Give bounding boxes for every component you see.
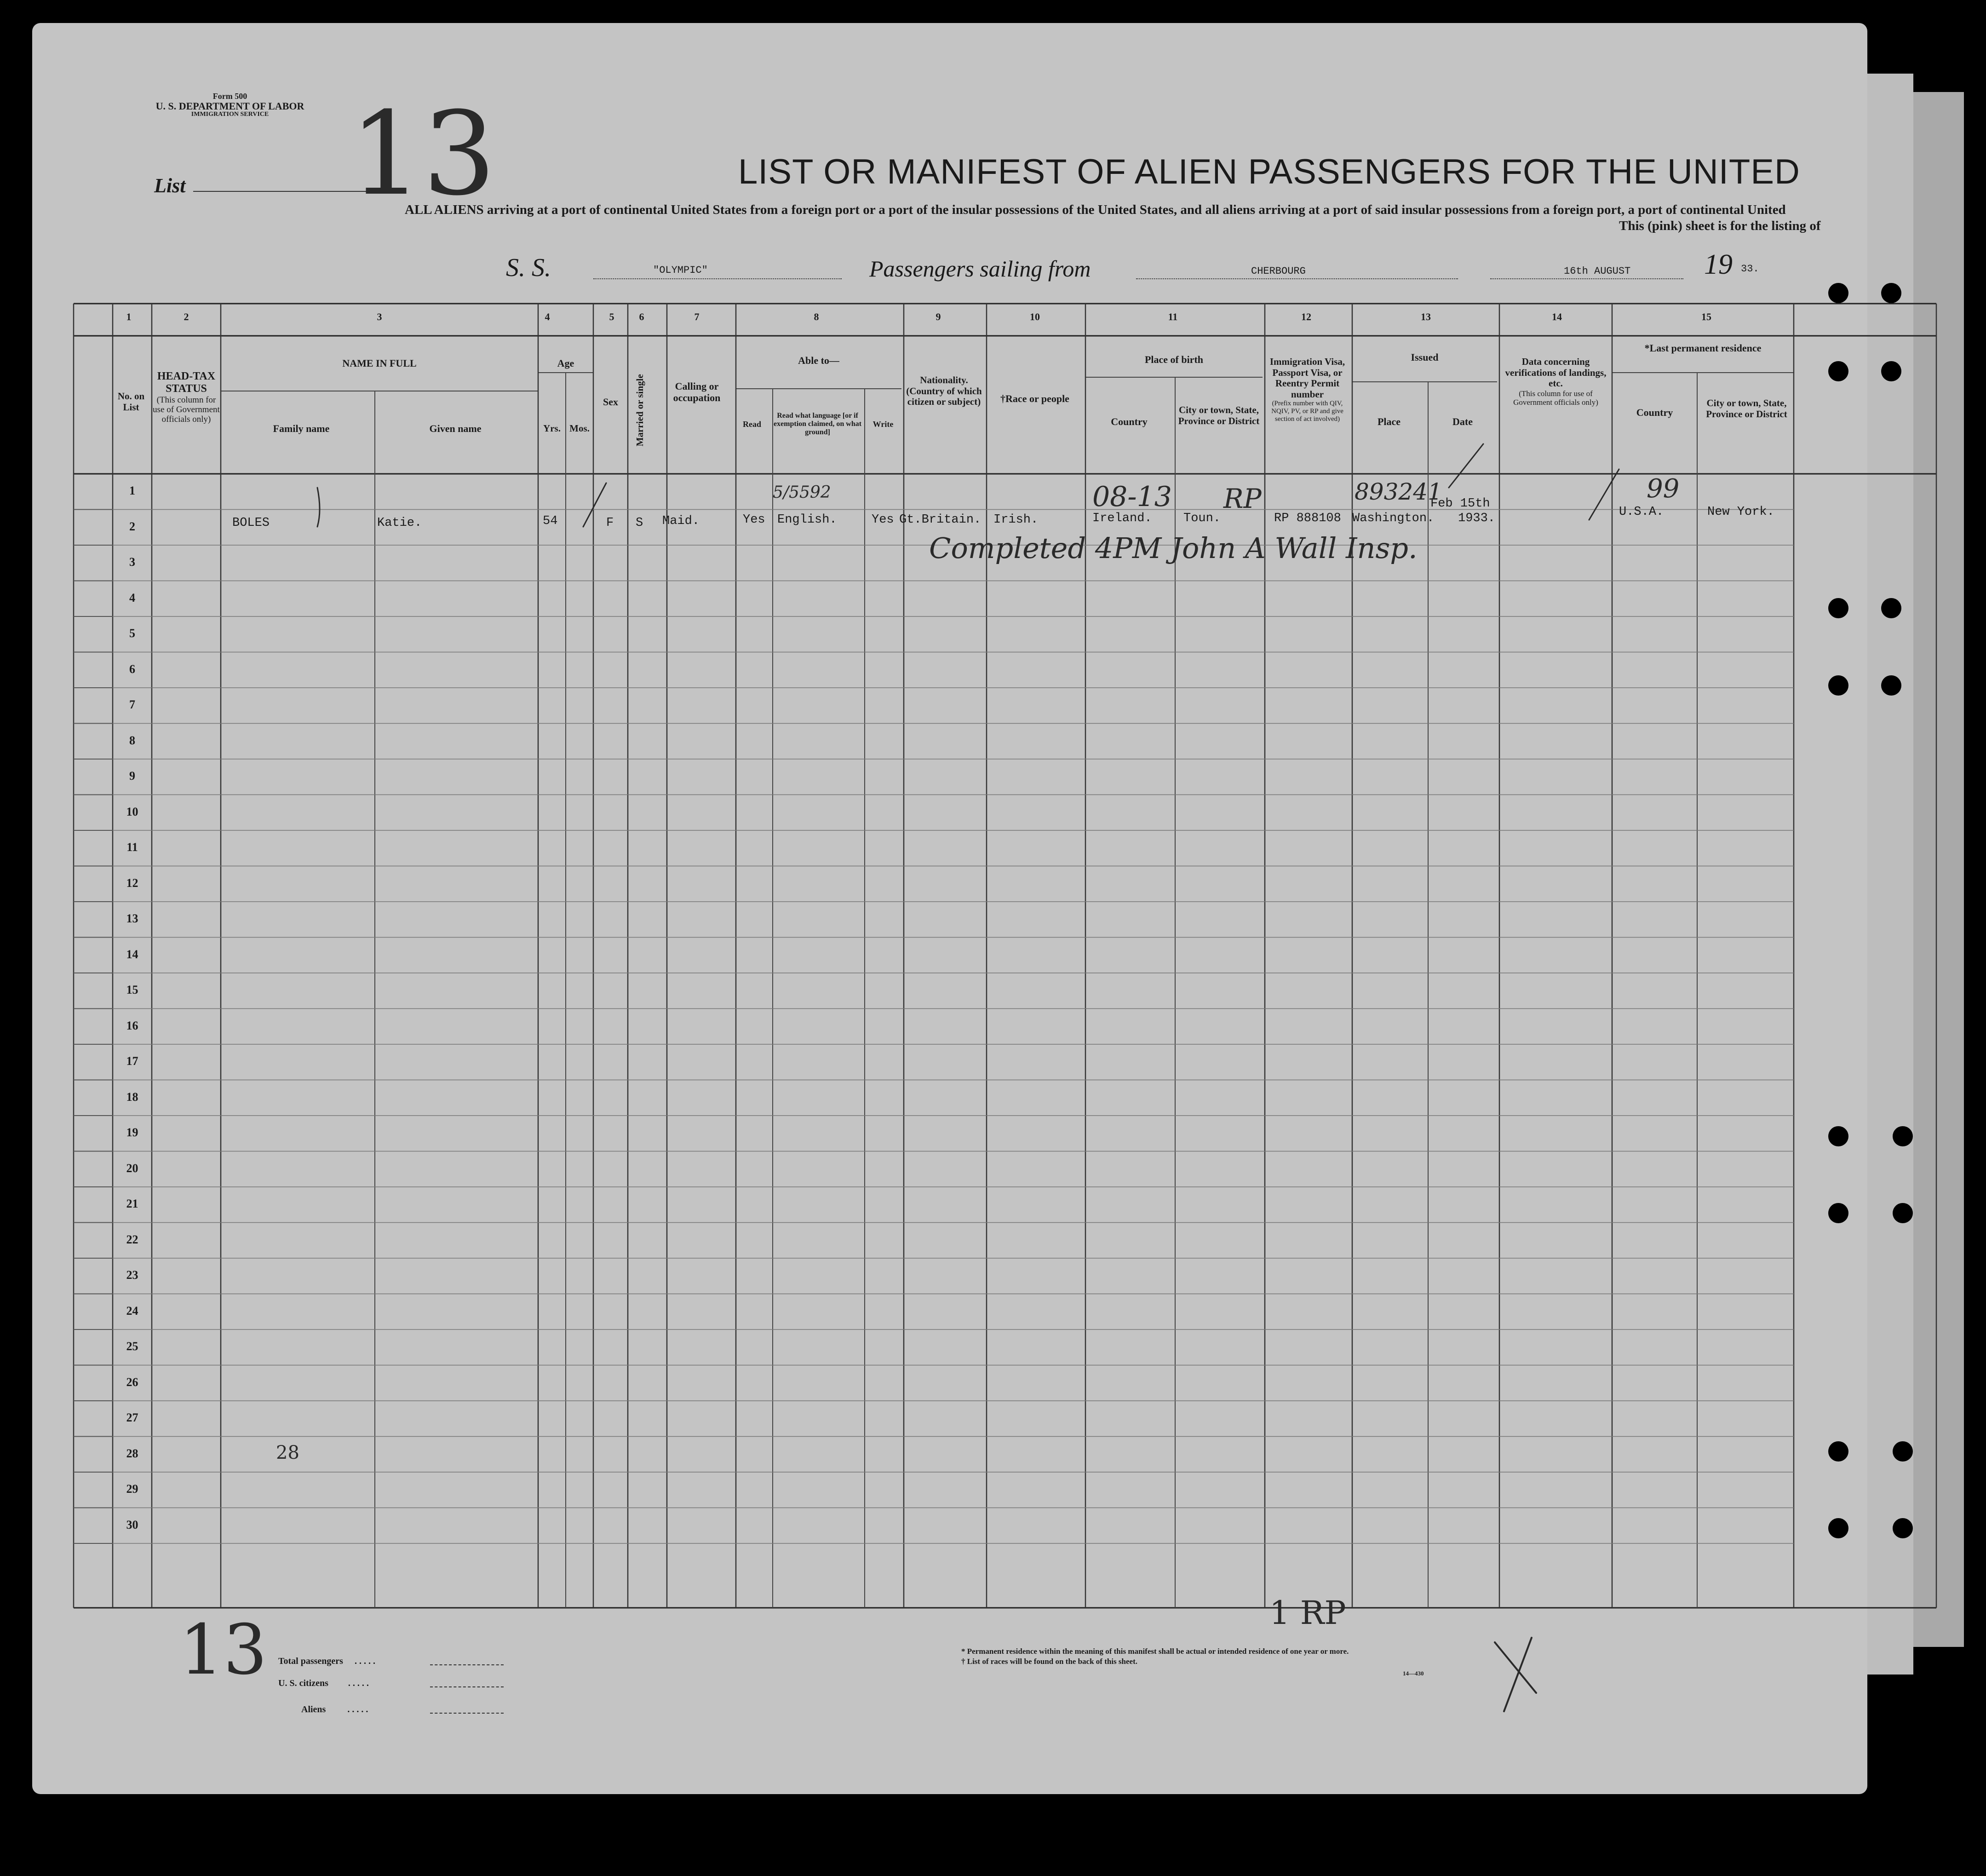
total-passengers-blank [430,1664,504,1665]
col-num-7: 7 [694,311,700,322]
department-name: U. S. DEPARTMENT OF LABOR [155,100,304,112]
sailing-label: Passengers sailing from [869,256,1091,282]
col-head-write: Write [872,420,894,429]
footer-rp-note: 1 RP [1269,1594,1346,1632]
aliens-label: Aliens . . . . . [301,1704,368,1715]
sex-cell: F [606,516,614,530]
ship-name: "OLYMPIC" [653,265,708,276]
col-num-14: 14 [1552,311,1562,322]
col-head-issued-date: Date [1452,416,1473,427]
marital-cell: S [636,516,643,530]
row-number: 20 [126,1161,138,1175]
issued-year-cell: 1933. [1458,512,1496,525]
residence-note: 99 [1647,474,1680,504]
col-num-5: 5 [609,311,614,322]
row-number: 7 [129,698,135,711]
list-label: List [154,174,186,197]
row-number: 8 [129,733,135,747]
row-number: 26 [126,1375,138,1389]
col-head-occupation: Calling or occupation [673,380,721,403]
row-number: 23 [126,1268,138,1282]
col-head-issued-place: Place [1377,416,1401,427]
row-number: 1 [129,484,135,497]
col-head-issued: Issued [1411,351,1439,363]
col-head-place-of-birth: Place of birth [1144,354,1204,365]
col-head-name-in-full: NAME IN FULL [342,357,417,369]
birth-country-cell: Ireland. [1092,512,1152,525]
footnote-residence: * Permanent residence within the meaning of this manifest shall be actual or intended residence of one year or more. [961,1647,1349,1656]
col-head-family-name: Family name [273,423,330,434]
visa-number-cell: RP 888108 [1274,512,1341,525]
bracket-mark [317,488,320,527]
x-mark [1495,1638,1536,1711]
nationality-cell: Gt.Britain. [899,513,982,527]
col-num-11: 11 [1168,311,1178,322]
given-name-cell: Katie. [377,516,422,530]
residence-country-cell: U.S.A. [1619,505,1664,519]
issued-date-cell: Feb 15th [1430,497,1490,511]
footnote-races: † List of races will be found on the back of this sheet. [961,1657,1137,1666]
form-number: Form 500 [212,92,247,101]
row-number: 24 [126,1304,138,1318]
us-citizens-label: U. S. citizens . . . . . [278,1678,369,1688]
family-name-cell: BOLES [232,516,270,530]
row-number: 9 [129,769,135,783]
read-cell: Yes [743,513,765,527]
col-num-6: 6 [639,311,644,322]
col-num-12: 12 [1301,311,1311,322]
port-name: CHERBOURG [1251,265,1306,277]
language-cell: English. [777,513,837,527]
col-head-married-single: Married or single [634,374,646,447]
col-head-birth-country: Country [1111,416,1148,427]
col-head-age-mos: Mos. [569,423,590,434]
col-head-read: Read [743,420,761,429]
col-head-last-residence: *Last permanent residence [1644,342,1762,354]
col-head-nationality: Nationality. (Country of which citizen or subject) [906,374,982,408]
row-number: 10 [126,805,138,818]
col-head-age: Age [557,357,574,369]
col-num-1: 1 [126,311,132,322]
col-head-head-tax: HEAD-TAX STATUS (This column for use of Government officials only) [153,370,220,425]
row-number: 29 [126,1482,138,1496]
row-number: 21 [126,1197,138,1210]
year-prefix: 19 [1704,249,1733,280]
col-num-2: 2 [184,311,189,322]
col-num-4: 4 [545,311,550,322]
issued-place-cell: Washington. [1352,512,1435,525]
col-num-13: 13 [1421,311,1431,322]
row-number: 12 [126,876,138,890]
race-cell: Irish. [993,513,1039,527]
voyage-date: 16th AUGUST [1564,265,1631,277]
col-num-10: 10 [1030,311,1040,322]
row-number: 19 [126,1126,138,1139]
margin-note: 28 [276,1442,299,1463]
col-head-birth-city: City or town, State, Province or District [1178,404,1260,426]
write-cell: Yes [872,513,894,527]
row-number: 6 [129,662,135,676]
row-number: 3 [129,555,135,569]
col-num-8: 8 [814,311,819,322]
rp-mark: RP [1223,483,1262,514]
visa-note: 893241 [1355,478,1442,505]
row-number: 13 [126,912,138,925]
col-head-no-on-list: No. on List [117,391,145,413]
birth-city-cell: Toun. [1183,512,1221,525]
col-head-sex: Sex [603,396,618,408]
tick-mark [583,483,606,527]
row-number: 16 [126,1019,138,1032]
print-code: 14—430 [1403,1670,1424,1677]
col-head-read-language: Read what language [or if exemption claimed, on what ground] [773,412,862,436]
row-number: 4 [129,591,135,604]
row-number: 27 [126,1411,138,1424]
birth-note: 08-13 [1092,481,1172,513]
col-head-able-to: Able to— [798,355,839,366]
us-citizens-blank [430,1686,504,1687]
row-number: 2 [129,519,135,533]
row-number: 14 [126,947,138,961]
col-head-visa-number: Immigration Visa, Passport Visa, or Reentry Permit number (Prefix number with QIV, NQIV, PV, or RP and give section of act involved) [1269,356,1345,423]
col-num-3: 3 [377,311,382,322]
row-number: 28 [126,1446,138,1460]
col-num-9: 9 [936,311,941,322]
tick-mark [1589,469,1619,520]
language-note: 5/5592 [773,483,831,502]
col-num-15: 15 [1701,311,1711,322]
row-number: 17 [126,1054,138,1068]
footer-list-number: 13 [179,1610,267,1690]
row-number: 30 [126,1518,138,1531]
total-passengers-label: Total passengers . . . . . [278,1656,375,1666]
service-name: IMMIGRATION SERVICE [191,110,269,118]
completed-note: Completed 4PM John A Wall Insp. [929,531,1418,565]
tick-mark [1449,444,1483,488]
subtitle-line2: This (pink) sheet is for the listing of [1619,219,1821,233]
col-head-residence-country: Country [1636,407,1673,418]
row-number: 11 [126,840,138,854]
handwritten-list-number: 13 [350,87,496,221]
occupation-cell: Maid. [662,514,700,528]
year-suffix: 33. [1741,263,1759,275]
row-number: 18 [126,1090,138,1104]
col-head-race: †Race or people [1000,393,1069,404]
col-head-verifications: Data concerning verifications of landings, etc. (This column for use of Government officials only) [1505,356,1607,407]
ss-label: S. S. [506,253,551,282]
col-head-given-name: Given name [429,423,482,434]
col-head-residence-city: City or town, State, Province or District [1706,397,1787,420]
residence-city-cell: New York. [1707,505,1774,519]
age-yrs-cell: 54 [543,514,558,528]
aliens-blank [430,1713,504,1714]
row-number: 22 [126,1232,138,1246]
row-number: 15 [126,983,138,996]
col-head-age-yrs: Yrs. [543,423,561,434]
page-title: LIST OR MANIFEST OF ALIEN PASSENGERS FOR THE UNITED [738,152,1800,191]
subtitle-line1: ALL ALIENS arriving at a port of continental United States from a foreign port or a port of the insular possessions of the United States, and all aliens arriving at a port of said insular possessions from a foreign port, a port of continental United [405,202,1786,217]
row-number: 5 [129,627,135,640]
row-number: 25 [126,1340,138,1353]
